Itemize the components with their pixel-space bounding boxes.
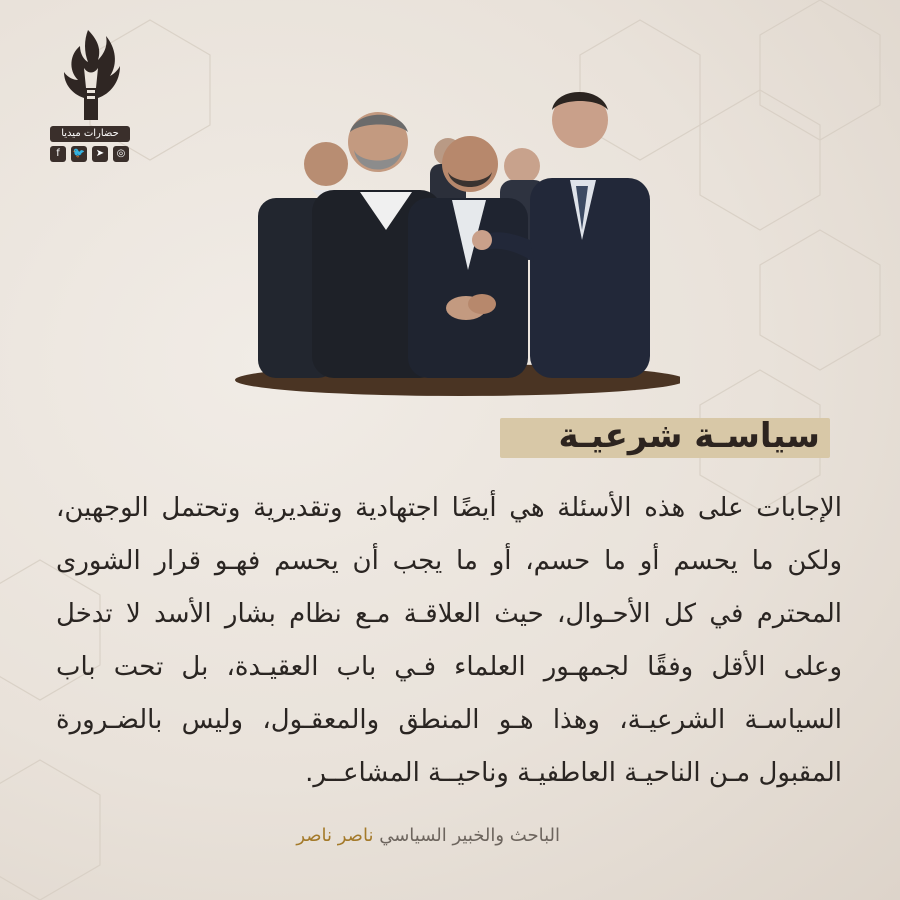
telegram-icon[interactable]: ➤ [92, 146, 108, 162]
social-links [50, 146, 129, 162]
page-title: سياسـة شرعيـة [558, 416, 820, 456]
author-credit [220, 822, 560, 850]
instagram-icon[interactable]: ◎ [113, 146, 129, 162]
quote-body: الإجابات على هذه الأسئلة هي أيضًا اجتهادية وتقديرية وتحتمل الوجهين، ولكن ما يحسم أو ما حسم، أو ما يجب أن يحسم فهـو قرار الشورى المحترم في كل الأحـوال، حيث العلاقـة مـع نظام بشار الأسد لا تدخل وعلى الأقل وفقًا لجمهـور العلماء فـي باب العقيـدة، بل تحت باب السياسـة الشرعيـة، وهذا هـو المنطق والمعقـول، وليس بالضـرورة المقبول مـن الناحيـة العاطفيـة وناحيــة المشاعــر. [56, 493, 842, 788]
torch-hand-icon [58, 28, 122, 120]
author-name: ناصر ناصر [296, 825, 374, 846]
facebook-icon[interactable]: f [50, 146, 66, 162]
group-photo [230, 80, 680, 400]
brand-logo [44, 28, 136, 164]
twitter-icon[interactable]: 🐦 [71, 146, 87, 162]
author-title: الباحث والخبير السياسي [379, 825, 560, 846]
brand-name: حضارات ميديا [50, 126, 130, 142]
